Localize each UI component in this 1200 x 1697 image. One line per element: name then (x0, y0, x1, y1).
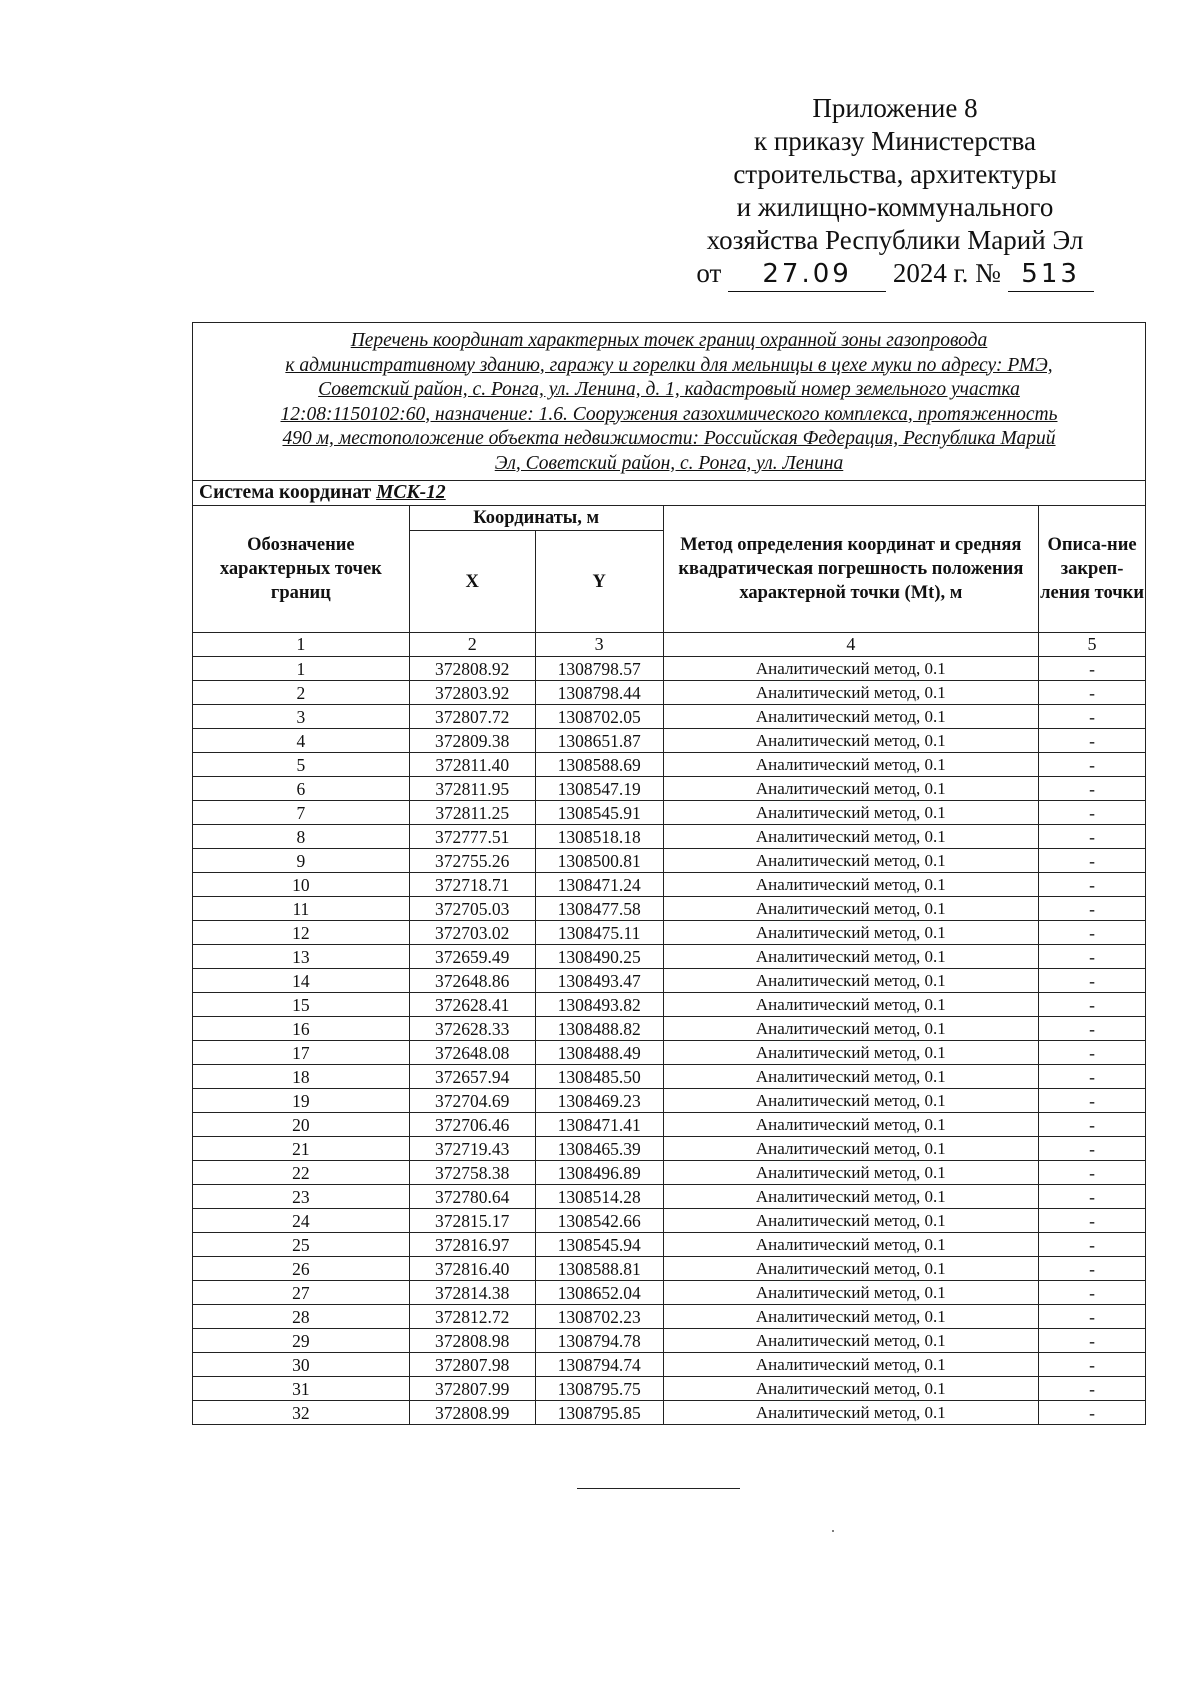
table-row (193, 1161, 1146, 1185)
x-coordinate-cell: 372812.72 (409, 1305, 535, 1329)
column-number: 4 (663, 633, 1039, 657)
description-cell: - (1039, 777, 1146, 801)
point-number-cell: 32 (193, 1401, 410, 1425)
method-cell: Аналитический метод, 0.1 (663, 1161, 1039, 1185)
table-row (193, 753, 1146, 777)
x-coordinate-cell: 372718.71 (409, 873, 535, 897)
method-cell: Аналитический метод, 0.1 (663, 1017, 1039, 1041)
table-row (193, 777, 1146, 801)
description-cell: - (1039, 1137, 1146, 1161)
coordinates-table (192, 322, 1146, 1425)
method-cell: Аналитический метод, 0.1 (663, 969, 1039, 993)
table-row (193, 1137, 1146, 1161)
x-coordinate-cell: 372816.97 (409, 1233, 535, 1257)
table-row (193, 897, 1146, 921)
title-line-5: 490 м, местоположение объекта недвижимости: Российская Федерация, Республика Марий (282, 428, 1056, 449)
appendix-header (690, 92, 1100, 292)
method-cell: Аналитический метод, 0.1 (663, 873, 1039, 897)
order-year: 2024 г. № (892, 258, 1001, 288)
x-coordinate-cell: 372628.33 (409, 1017, 535, 1041)
point-number-cell: 30 (193, 1353, 410, 1377)
coordinate-system-label: Система координат (199, 482, 372, 503)
table-row (193, 705, 1146, 729)
point-number-cell: 24 (193, 1209, 410, 1233)
description-cell: - (1039, 825, 1146, 849)
date-prefix: от (696, 258, 722, 288)
method-cell: Аналитический метод, 0.1 (663, 897, 1039, 921)
description-cell: - (1039, 1329, 1146, 1353)
point-number-cell: 15 (193, 993, 410, 1017)
point-number-cell: 19 (193, 1089, 410, 1113)
method-cell: Аналитический метод, 0.1 (663, 1257, 1039, 1281)
bottom-divider (577, 1488, 740, 1489)
table-row (193, 1017, 1146, 1041)
y-coordinate-cell: 1308545.91 (535, 801, 663, 825)
point-number-cell: 1 (193, 657, 410, 681)
table-row (193, 1209, 1146, 1233)
description-cell: - (1039, 1401, 1146, 1425)
method-cell: Аналитический метод, 0.1 (663, 681, 1039, 705)
table-row (193, 969, 1146, 993)
y-coordinate-cell: 1308547.19 (535, 777, 663, 801)
point-number-cell: 12 (193, 921, 410, 945)
title-line-1: Перечень координат характерных точек границ охранной зоны газопровода (350, 330, 988, 351)
x-coordinate-cell: 372719.43 (409, 1137, 535, 1161)
point-number-cell: 18 (193, 1065, 410, 1089)
method-cell: Аналитический метод, 0.1 (663, 849, 1039, 873)
x-coordinate-cell: 372807.98 (409, 1353, 535, 1377)
point-number-cell: 10 (193, 873, 410, 897)
column-number: 1 (193, 633, 410, 657)
header-description: Описа-ние закреп-ления точки (1039, 506, 1146, 633)
x-coordinate-cell: 372808.99 (409, 1401, 535, 1425)
description-cell: - (1039, 729, 1146, 753)
point-number-cell: 17 (193, 1041, 410, 1065)
description-cell: - (1039, 1281, 1146, 1305)
x-coordinate-cell: 372755.26 (409, 849, 535, 873)
point-number-cell: 28 (193, 1305, 410, 1329)
table-row (193, 1305, 1146, 1329)
point-number-cell: 4 (193, 729, 410, 753)
table-row (193, 1353, 1146, 1377)
x-coordinate-cell: 372659.49 (409, 945, 535, 969)
y-coordinate-cell: 1308518.18 (535, 825, 663, 849)
y-coordinate-cell: 1308588.69 (535, 753, 663, 777)
y-coordinate-cell: 1308798.57 (535, 657, 663, 681)
point-number-cell: 11 (193, 897, 410, 921)
x-coordinate-cell: 372777.51 (409, 825, 535, 849)
point-number-cell: 14 (193, 969, 410, 993)
description-cell: - (1039, 1161, 1146, 1185)
x-coordinate-cell: 372807.72 (409, 705, 535, 729)
column-numbers-row (193, 633, 1146, 657)
table-row (193, 873, 1146, 897)
table-row (193, 1281, 1146, 1305)
table-row (193, 945, 1146, 969)
description-cell: - (1039, 1113, 1146, 1137)
method-cell: Аналитический метод, 0.1 (663, 1041, 1039, 1065)
table-row (193, 801, 1146, 825)
method-cell: Аналитический метод, 0.1 (663, 705, 1039, 729)
y-coordinate-cell: 1308475.11 (535, 921, 663, 945)
appendix-line-3: строительства, архитектуры (733, 159, 1057, 189)
appendix-line-1: Приложение 8 (812, 93, 978, 123)
column-number: 2 (409, 633, 535, 657)
method-cell: Аналитический метод, 0.1 (663, 1353, 1039, 1377)
y-coordinate-cell: 1308490.25 (535, 945, 663, 969)
point-number-cell: 27 (193, 1281, 410, 1305)
table-row (193, 1089, 1146, 1113)
y-coordinate-cell: 1308702.05 (535, 705, 663, 729)
table-row (193, 681, 1146, 705)
handwritten-order-number: 513 (1008, 258, 1094, 292)
y-coordinate-cell: 1308496.89 (535, 1161, 663, 1185)
x-coordinate-cell: 372705.03 (409, 897, 535, 921)
description-cell: - (1039, 969, 1146, 993)
point-number-cell: 25 (193, 1233, 410, 1257)
coordinate-system-name: МСК-12 (376, 482, 446, 503)
description-cell: - (1039, 1041, 1146, 1065)
x-coordinate-cell: 372811.40 (409, 753, 535, 777)
method-cell: Аналитический метод, 0.1 (663, 1305, 1039, 1329)
description-cell: - (1039, 897, 1146, 921)
y-coordinate-cell: 1308588.81 (535, 1257, 663, 1281)
header-designation: Обозначение характерных точек границ (193, 506, 410, 633)
table-row (193, 657, 1146, 681)
x-coordinate-cell: 372807.99 (409, 1377, 535, 1401)
description-cell: - (1039, 1089, 1146, 1113)
method-cell: Аналитический метод, 0.1 (663, 1401, 1039, 1425)
column-number: 5 (1039, 633, 1146, 657)
point-number-cell: 13 (193, 945, 410, 969)
point-number-cell: 20 (193, 1113, 410, 1137)
description-cell: - (1039, 873, 1146, 897)
title-line-3: Советский район, с. Ронга, ул. Ленина, д. 1, кадастровый номер земельного участка (318, 379, 1020, 400)
description-cell: - (1039, 1185, 1146, 1209)
x-coordinate-cell: 372808.92 (409, 657, 535, 681)
table-row (193, 1377, 1146, 1401)
description-cell: - (1039, 1257, 1146, 1281)
description-cell: - (1039, 1017, 1146, 1041)
description-cell: - (1039, 1377, 1146, 1401)
point-number-cell: 7 (193, 801, 410, 825)
y-coordinate-cell: 1308500.81 (535, 849, 663, 873)
point-number-cell: 3 (193, 705, 410, 729)
y-coordinate-cell: 1308477.58 (535, 897, 663, 921)
header-coordinates: Координаты, м (409, 506, 663, 531)
method-cell: Аналитический метод, 0.1 (663, 1065, 1039, 1089)
table-row (193, 1041, 1146, 1065)
point-number-cell: 2 (193, 681, 410, 705)
table-row (193, 1233, 1146, 1257)
x-coordinate-cell: 372811.25 (409, 801, 535, 825)
y-coordinate-cell: 1308545.94 (535, 1233, 663, 1257)
y-coordinate-cell: 1308794.78 (535, 1329, 663, 1353)
table-row (193, 729, 1146, 753)
x-coordinate-cell: 372648.86 (409, 969, 535, 993)
column-number: 3 (535, 633, 663, 657)
method-cell: Аналитический метод, 0.1 (663, 1089, 1039, 1113)
description-cell: - (1039, 1233, 1146, 1257)
table-row (193, 993, 1146, 1017)
method-cell: Аналитический метод, 0.1 (663, 1113, 1039, 1137)
table-title (193, 323, 1146, 481)
x-coordinate-cell: 372704.69 (409, 1089, 535, 1113)
method-cell: Аналитический метод, 0.1 (663, 825, 1039, 849)
point-number-cell: 16 (193, 1017, 410, 1041)
x-coordinate-cell: 372809.38 (409, 729, 535, 753)
header-method: Метод определения координат и средняя квадратическая погрешность положения характерной точки (Mt), м (663, 506, 1039, 633)
table-row (193, 1113, 1146, 1137)
point-number-cell: 21 (193, 1137, 410, 1161)
y-coordinate-cell: 1308471.24 (535, 873, 663, 897)
y-coordinate-cell: 1308488.49 (535, 1041, 663, 1065)
method-cell: Аналитический метод, 0.1 (663, 1281, 1039, 1305)
y-coordinate-cell: 1308652.04 (535, 1281, 663, 1305)
point-number-cell: 22 (193, 1161, 410, 1185)
title-line-2: к административному зданию, гаражу и горелки для мельницы в цехе муки по адресу: РМЭ, (285, 354, 1053, 376)
table-row (193, 1401, 1146, 1425)
order-date-line (690, 257, 1100, 292)
x-coordinate-cell: 372706.46 (409, 1113, 535, 1137)
x-coordinate-cell: 372808.98 (409, 1329, 535, 1353)
description-cell: - (1039, 993, 1146, 1017)
y-coordinate-cell: 1308542.66 (535, 1209, 663, 1233)
y-coordinate-cell: 1308471.41 (535, 1113, 663, 1137)
description-cell: - (1039, 1353, 1146, 1377)
point-number-cell: 9 (193, 849, 410, 873)
method-cell: Аналитический метод, 0.1 (663, 753, 1039, 777)
method-cell: Аналитический метод, 0.1 (663, 945, 1039, 969)
appendix-line-2: к приказу Министерства (753, 126, 1037, 156)
x-coordinate-cell: 372814.38 (409, 1281, 535, 1305)
x-coordinate-cell: 372780.64 (409, 1185, 535, 1209)
x-coordinate-cell: 372628.41 (409, 993, 535, 1017)
description-cell: - (1039, 1305, 1146, 1329)
y-coordinate-cell: 1308514.28 (535, 1185, 663, 1209)
x-coordinate-cell: 372803.92 (409, 681, 535, 705)
method-cell: Аналитический метод, 0.1 (663, 801, 1039, 825)
point-number-cell: 26 (193, 1257, 410, 1281)
x-coordinate-cell: 372816.40 (409, 1257, 535, 1281)
method-cell: Аналитический метод, 0.1 (663, 1233, 1039, 1257)
y-coordinate-cell: 1308493.82 (535, 993, 663, 1017)
title-line-6: Эл, Советский район, с. Ронга, ул. Ленина (494, 452, 844, 474)
method-cell: Аналитический метод, 0.1 (663, 729, 1039, 753)
table-row (193, 921, 1146, 945)
method-cell: Аналитический метод, 0.1 (663, 1137, 1039, 1161)
x-coordinate-cell: 372758.38 (409, 1161, 535, 1185)
table-row (193, 1065, 1146, 1089)
y-coordinate-cell: 1308795.85 (535, 1401, 663, 1425)
y-coordinate-cell: 1308702.23 (535, 1305, 663, 1329)
table-row (193, 825, 1146, 849)
method-cell: Аналитический метод, 0.1 (663, 1329, 1039, 1353)
description-cell: - (1039, 705, 1146, 729)
method-cell: Аналитический метод, 0.1 (663, 993, 1039, 1017)
handwritten-date: 27.09 (728, 258, 886, 292)
point-number-cell: 29 (193, 1329, 410, 1353)
x-coordinate-cell: 372815.17 (409, 1209, 535, 1233)
table-row (193, 1257, 1146, 1281)
y-coordinate-cell: 1308798.44 (535, 681, 663, 705)
x-coordinate-cell: 372657.94 (409, 1065, 535, 1089)
appendix-line-5: хозяйства Республики Марий Эл (706, 225, 1084, 255)
title-line-4: 12:08:1150102:60, назначение: 1.6. Сооружения газохимического комплекса, протяженность (280, 403, 1058, 425)
description-cell: - (1039, 1065, 1146, 1089)
y-coordinate-cell: 1308465.39 (535, 1137, 663, 1161)
method-cell: Аналитический метод, 0.1 (663, 777, 1039, 801)
description-cell: - (1039, 657, 1146, 681)
description-cell: - (1039, 945, 1146, 969)
scan-speck (832, 1530, 834, 1532)
table-row (193, 1185, 1146, 1209)
description-cell: - (1039, 921, 1146, 945)
y-coordinate-cell: 1308493.47 (535, 969, 663, 993)
y-coordinate-cell: 1308651.87 (535, 729, 663, 753)
description-cell: - (1039, 849, 1146, 873)
point-number-cell: 31 (193, 1377, 410, 1401)
description-cell: - (1039, 681, 1146, 705)
x-coordinate-cell: 372648.08 (409, 1041, 535, 1065)
y-coordinate-cell: 1308795.75 (535, 1377, 663, 1401)
x-coordinate-cell: 372703.02 (409, 921, 535, 945)
x-coordinate-cell: 372811.95 (409, 777, 535, 801)
y-coordinate-cell: 1308794.74 (535, 1353, 663, 1377)
description-cell: - (1039, 801, 1146, 825)
point-number-cell: 6 (193, 777, 410, 801)
description-cell: - (1039, 753, 1146, 777)
header-y: Y (535, 531, 663, 633)
method-cell: Аналитический метод, 0.1 (663, 1185, 1039, 1209)
method-cell: Аналитический метод, 0.1 (663, 921, 1039, 945)
point-number-cell: 23 (193, 1185, 410, 1209)
description-cell: - (1039, 1209, 1146, 1233)
appendix-line-4: и жилищно-коммунального (736, 192, 1054, 222)
method-cell: Аналитический метод, 0.1 (663, 1209, 1039, 1233)
point-number-cell: 8 (193, 825, 410, 849)
table-row (193, 1329, 1146, 1353)
table-row (193, 849, 1146, 873)
method-cell: Аналитический метод, 0.1 (663, 1377, 1039, 1401)
header-x: X (409, 531, 535, 633)
point-number-cell: 5 (193, 753, 410, 777)
method-cell: Аналитический метод, 0.1 (663, 657, 1039, 681)
coordinate-system (193, 481, 1146, 506)
y-coordinate-cell: 1308485.50 (535, 1065, 663, 1089)
y-coordinate-cell: 1308488.82 (535, 1017, 663, 1041)
y-coordinate-cell: 1308469.23 (535, 1089, 663, 1113)
